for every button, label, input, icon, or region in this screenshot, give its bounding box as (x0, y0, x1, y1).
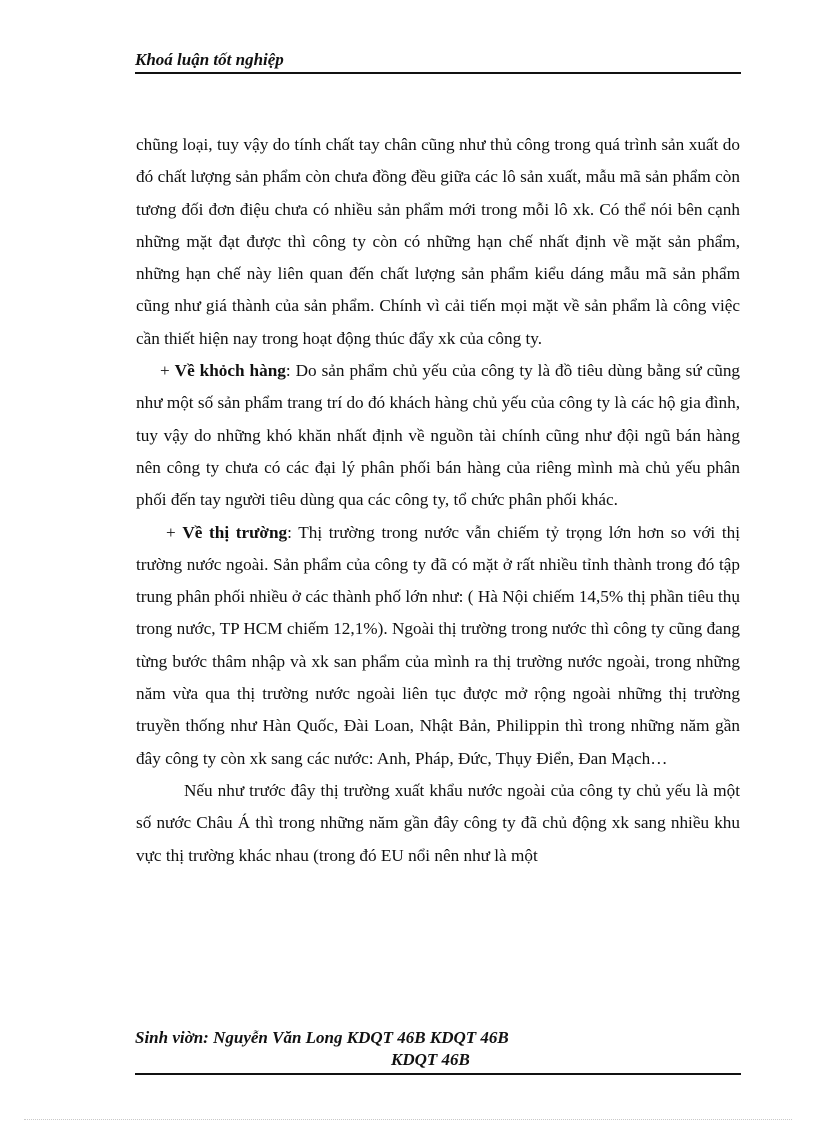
paragraph-customers (136, 355, 740, 516)
page-footer (135, 1028, 741, 1075)
paragraph-text: : Do sản phẩm chủ yếu của công ty là đồ tiêu dùng bằng sứ cũng như một số sản phẩm trang trí do đó khách hàng chủ yếu của công ty là các hộ gia đình, tuy vậy do những khó khăn nhất định về nguồn tài chính cũng như đội ngũ bán hàng nên công ty chưa có các đại lý phân phối bán hàng của riêng mình mà chủ yếu phân phối đến tay người tiêu dùng qua các công ty, tổ chức phân phối khác. (136, 361, 741, 510)
header-title: Khoá luận tốt nghiệp (135, 50, 284, 69)
page-header (135, 48, 741, 74)
paragraph-text: : Thị trường trong nước vẫn chiếm tỷ trọng lớn hơn so với thị trường nước ngoài. Sản phẩm của công ty đã có mặt ở rất nhiều tỉnh thành trong đó tập trung phân phối nhiều ở các thành phố lớn như: ( Hà Nội chiếm 14,5% thị phần tiêu thụ trong nước, TP HCM chiếm 12,1%). Ngoài thị trường trong nước thì công ty cũng đang từng bước thâm nhập và xk san phẩm của mình ra thị trường nước ngoài, trong những năm vừa qua thị trường nước ngoài liên tục được mở rộng ngoài những thị trường truyền thống như Hàn Quốc, Đài Loan, Nhật Bản, Philippin thì trong những năm gần đây công ty còn xk sang các nước: Anh, Pháp, Đức, Thụy Điển, Đan Mạch… (136, 522, 740, 768)
paragraph-market (136, 517, 740, 775)
paragraph-heading: Về khỏch hàng (174, 361, 286, 381)
paragraph-1: chũng loại, tuy vậy do tính chất tay chân cũng như thủ công trong quá trình sản xuất do đó chất lượng sản phẩm còn chưa đồng đều giữa các lô sản xuất, mẫu mã sản phẩm còn tương đối đơn điệu chưa có nhiều sản phẩm mới trong mỗi lô xk. Có thể nói bên cạnh những mặt đạt được thì công ty còn có những hạn chế nhất định về mặt sản phẩm, những hạn chế này liên quan đến chất lượng sản phẩm kiểu dáng mẫu mã sản phẩm cũng như giá thành của sản phẩm. Chính vì cải tiến mọi mặt về sản phẩm là công việc cần thiết hiện nay trong hoạt động thúc đẩy xk của công ty. (136, 135, 740, 348)
body-text (136, 129, 740, 872)
paragraph-heading: Về thị trường (182, 522, 288, 542)
footer-student: Sinh viờn: Nguyễn Văn Long KDQT 46B KDQT 46B (135, 1028, 509, 1047)
paragraph-4: Nếu như trước đây thị trường xuất khẩu nước ngoài của công ty chủ yếu là một số nước Châu Á thì trong những năm gần đây công ty đã chủ động xk sang nhiều khu vực thị trường khác nhau (trong đó EU nổi nên như là một (136, 780, 740, 865)
bullet-prefix: + (166, 522, 183, 542)
footer-class: KDQT 46B (391, 1050, 470, 1069)
bullet-prefix: + (160, 361, 175, 381)
page-boundary (24, 1119, 792, 1120)
